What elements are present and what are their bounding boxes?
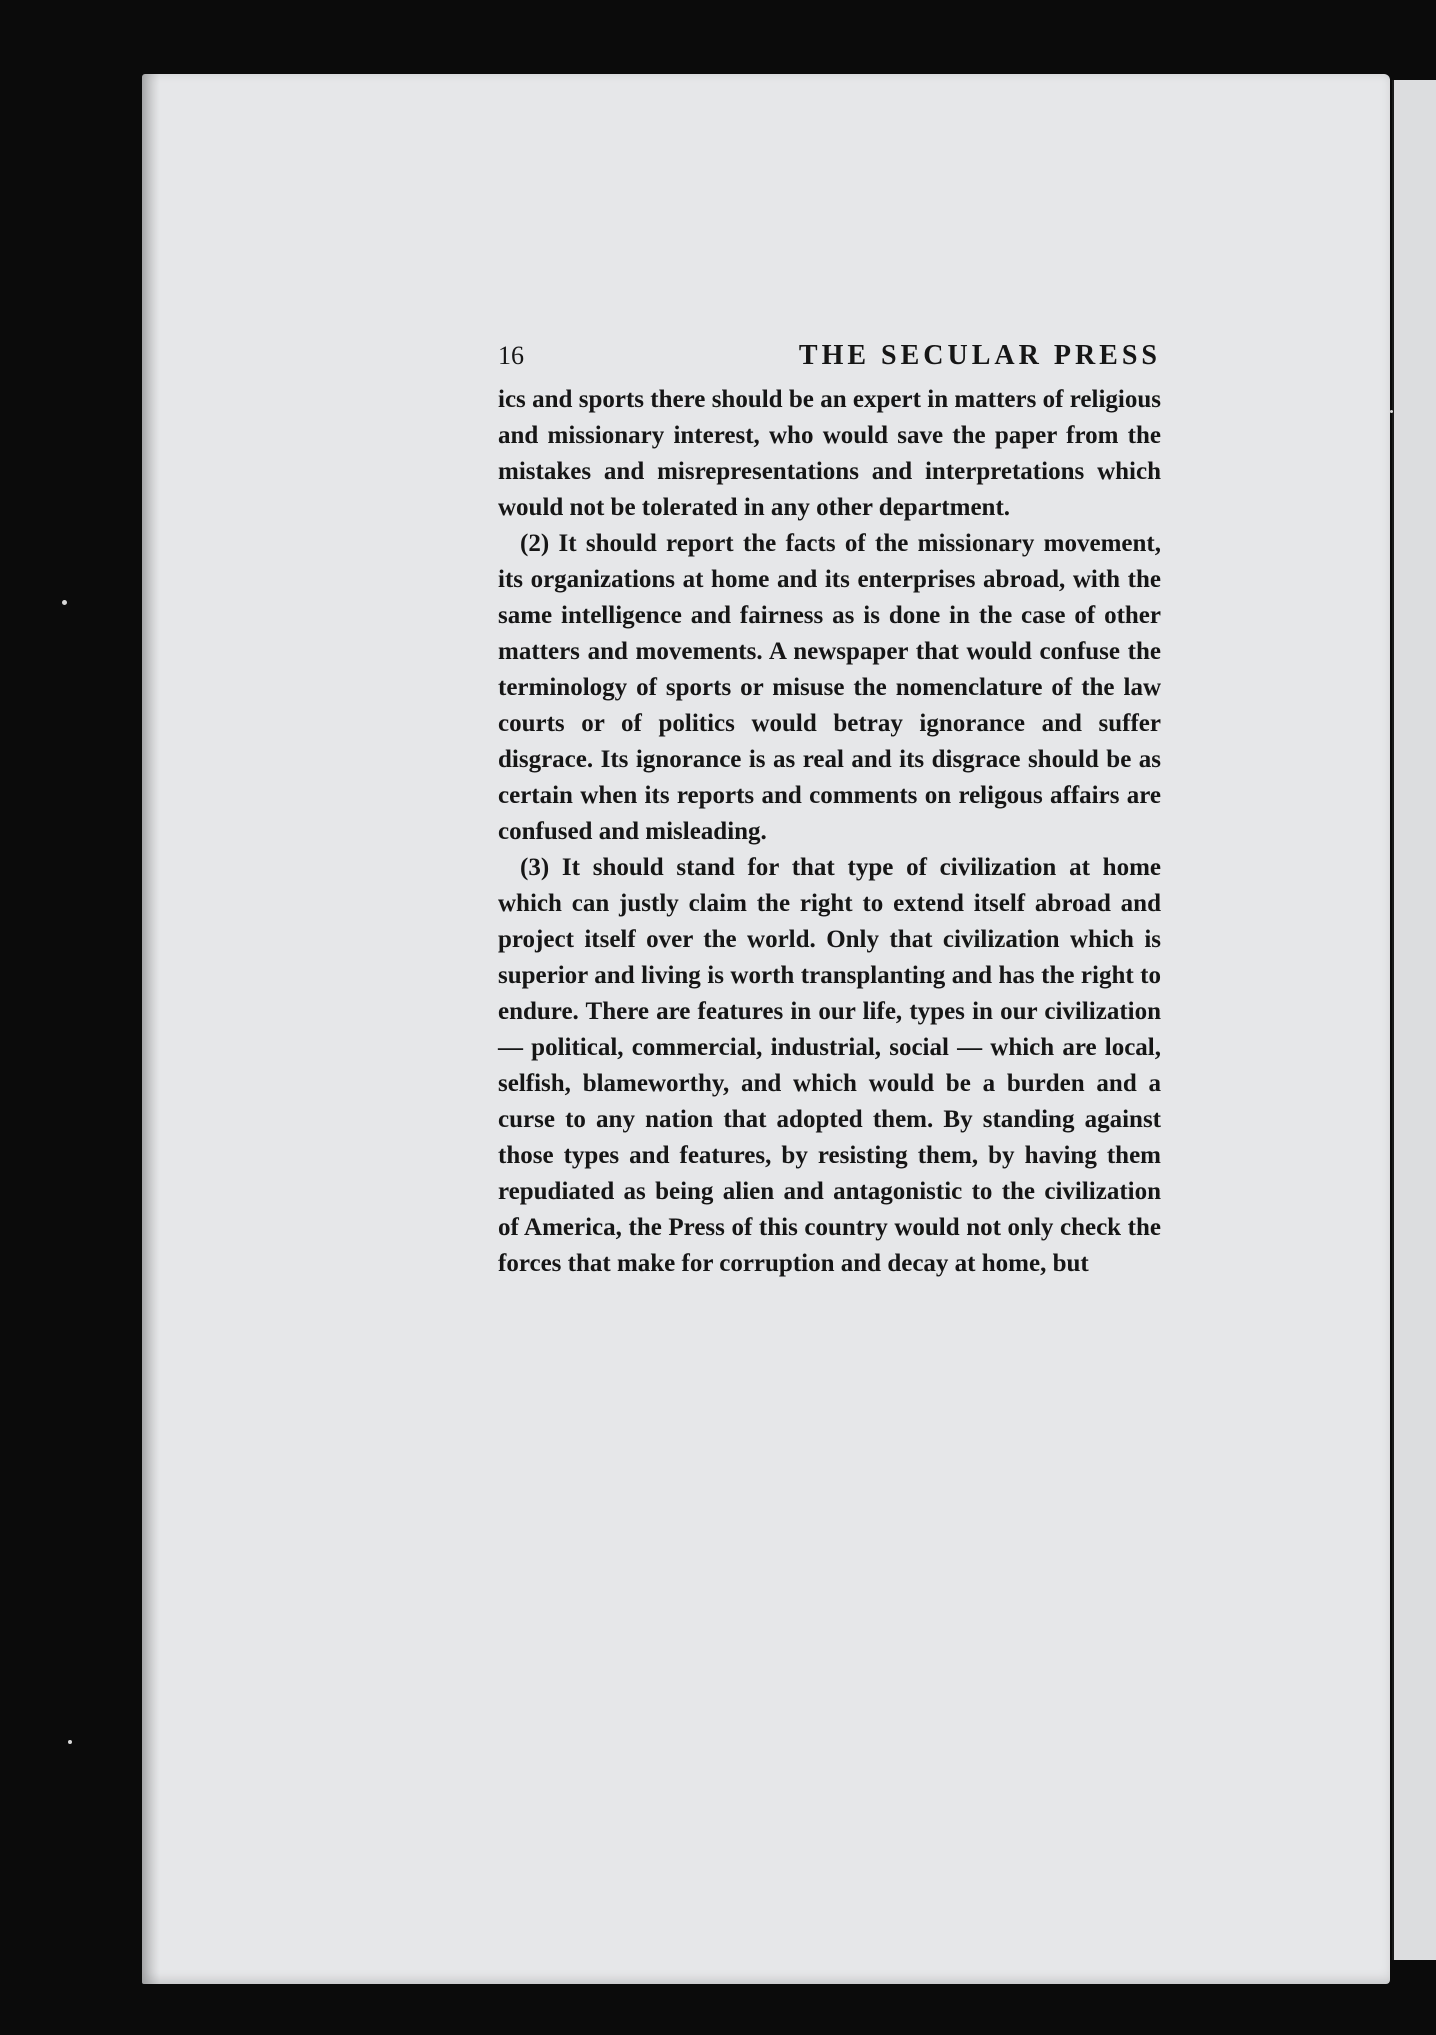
paragraph-3: (3) It should stand for that type of civilization at home which can justly claim the right to extend itself abroad and project itself over the world. Only that civilization which is superior and living is worth transplanting and has the right to endure. There are features in our life, types in our civilization — political, commercial, industrial, social — which are local, selfish, blameworthy, and which would be a burden and a curse to any nation that adopted them. By standing against those types and features, by resisting them, by having them repudiated as being alien and antagonistic to the civilization of America, the Press of this country would not only check the forces that make for corruption and decay at home, but: [498, 854, 1161, 1277]
scan-speck: [1390, 410, 1393, 413]
paragraph-2: (2) It should report the facts of the missionary movement, its organizations at home and its enterprises abroad, with the same intelligence and fairness as is done in the case of other matters and movements. A newspaper that would confuse the terminology of sports or misuse the nomenclature of the law courts or of politics would betray ignorance and suffer disgrace. Its ignorance is as real and its disgrace should be as certain when its reports and comments on religous affairs are confused and misleading.: [498, 530, 1161, 845]
page-shadow-edge: [142, 74, 160, 1984]
adjacent-page-edge: [1392, 80, 1436, 1960]
page-text: [498, 338, 1161, 1282]
scan-speck: [68, 1740, 72, 1744]
page-number: 16: [498, 341, 524, 370]
running-head: [498, 338, 1161, 374]
scan-speck: [62, 600, 67, 605]
paragraph-continuation: ics and sports there should be an expert in matters of religious and missionary interest, who would save the paper from the mistakes and misrepresentations and interpretations which would not be tolerated in any other department.: [498, 386, 1161, 521]
running-title: THE SECULAR PRESS: [798, 340, 1161, 371]
